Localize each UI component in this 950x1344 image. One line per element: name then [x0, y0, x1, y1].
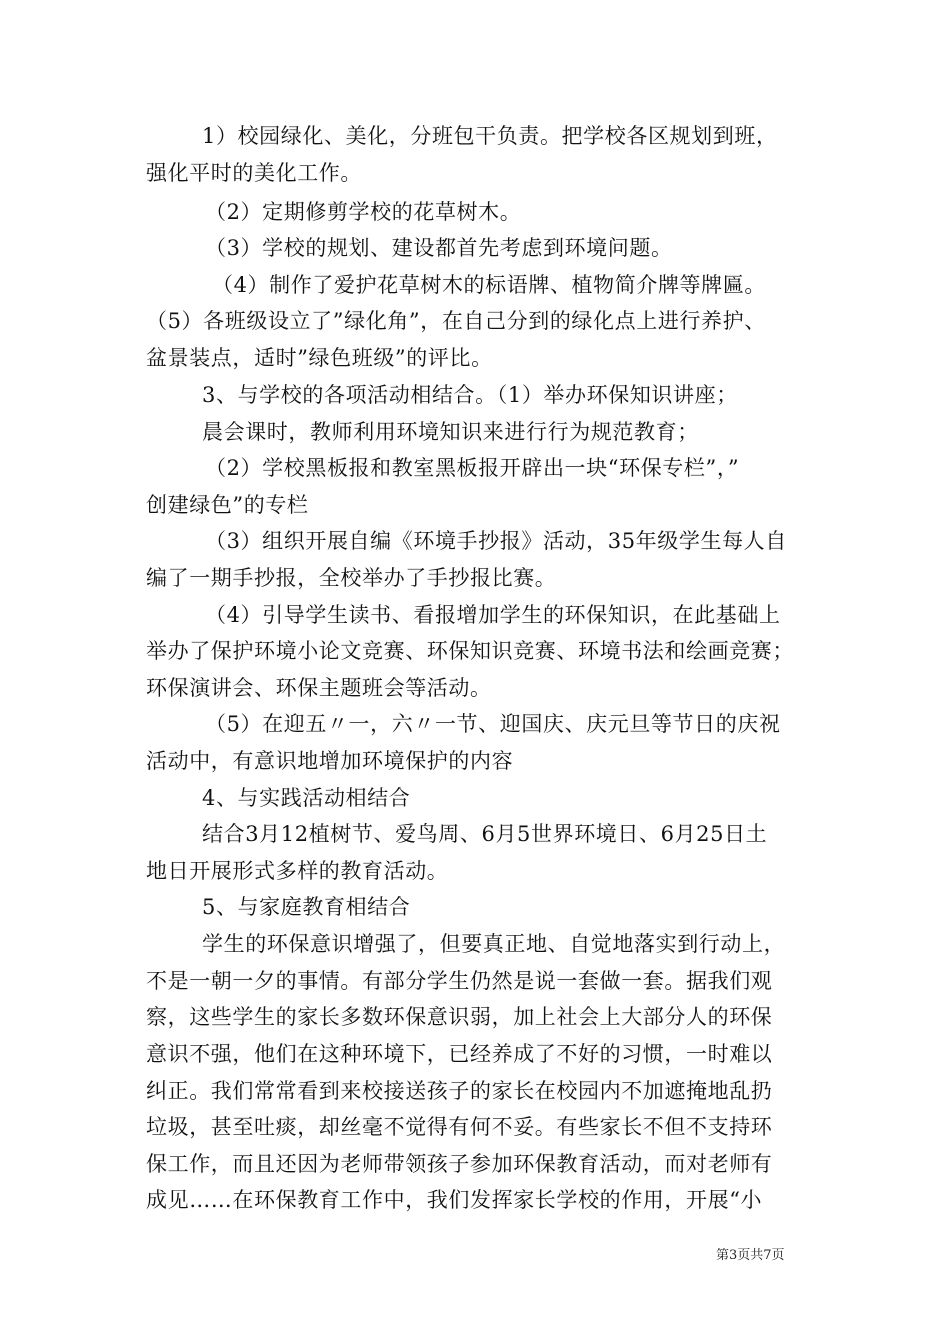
text-line: （4）引导学生读书、看报增加学生的环保知识，在此基础上	[205, 603, 781, 627]
text-line: 3、与学校的各项活动相结合。（1）举办环保知识讲座；	[202, 383, 738, 407]
text-line: 强化平时的美化工作。	[146, 161, 362, 185]
page-number-footer: 第3页共7页	[716, 1248, 785, 1263]
text-line: 不是一朝一夕的事情。有部分学生仍然是说一套做一套。据我们观	[146, 969, 773, 993]
text-line: （2）定期修剪学校的花草树木。	[205, 200, 522, 224]
text-line: （3）学校的规划、建设都首先考虑到环境问题。	[205, 236, 673, 260]
text-line: 纠正。我们常常看到来校接送孩子的家长在校园内不加遮掩地乱扔	[146, 1079, 773, 1103]
text-line: 意识不强，他们在这种环境下，已经养成了不好的习惯，一时难以	[146, 1042, 773, 1066]
text-line: 察，这些学生的家长多数环保意识弱，加上社会上大部分人的环保	[146, 1005, 773, 1029]
text-line: 垃圾，甚至吐痰，却丝毫不觉得有何不妥。有些家长不但不支持环	[146, 1115, 773, 1139]
text-line: 创建绿色”的专栏	[146, 493, 309, 517]
text-line: 盆景装点，适时”绿色班级”的评比。	[146, 346, 493, 370]
text-line: 环保演讲会、环保主题班会等活动。	[146, 676, 492, 700]
text-line: 活动中，有意识地增加环境保护的内容	[146, 749, 514, 773]
section-heading: 5、与家庭教育相结合	[202, 895, 411, 919]
text-line: 编了一期手抄报，全校举办了手抄报比赛。	[146, 566, 557, 590]
text-line: 地日开展形式多样的教育活动。	[146, 859, 449, 883]
text-line: （2）学校黑板报和教室黑板报开辟出一块“环保专栏”，”	[205, 456, 740, 480]
text-line: （5）在迎五〃一，六〃一节、迎国庆、庆元旦等节日的庆祝	[205, 712, 781, 736]
text-line: 保工作，而且还因为老师带领孩子参加环保教育活动，而对老师有	[146, 1152, 773, 1176]
text-line: 成见……在环保教育工作中，我们发挥家长学校的作用，开展“小	[146, 1188, 763, 1212]
text-line: 举办了保护环境小论文竞赛、环保知识竞赛、环境书法和绘画竞赛；	[146, 639, 794, 663]
text-line: 学生的环保意识增强了，但要真正地、自觉地落实到行动上，	[202, 932, 786, 956]
text-line: 结合3月12植树节、爱鸟周、6月5世界环境日、6月25日土	[202, 822, 768, 846]
text-line: 晨会课时，教师利用环境知识来进行行为规范教育；	[202, 420, 699, 444]
section-heading: 4、与实践活动相结合	[202, 786, 411, 810]
text-line: 1）校园绿化、美化，分班包干负责。把学校各区规划到班，	[202, 124, 778, 148]
text-line: （5）各班级设立了”绿化角”，在自己分到的绿化点上进行养护、	[146, 309, 766, 333]
text-line: （4）制作了爱护花草树木的标语牌、植物简介牌等牌匾。	[212, 273, 766, 297]
text-line: （3）组织开展自编《环境手抄报》活动，35年级学生每人自	[205, 529, 787, 553]
